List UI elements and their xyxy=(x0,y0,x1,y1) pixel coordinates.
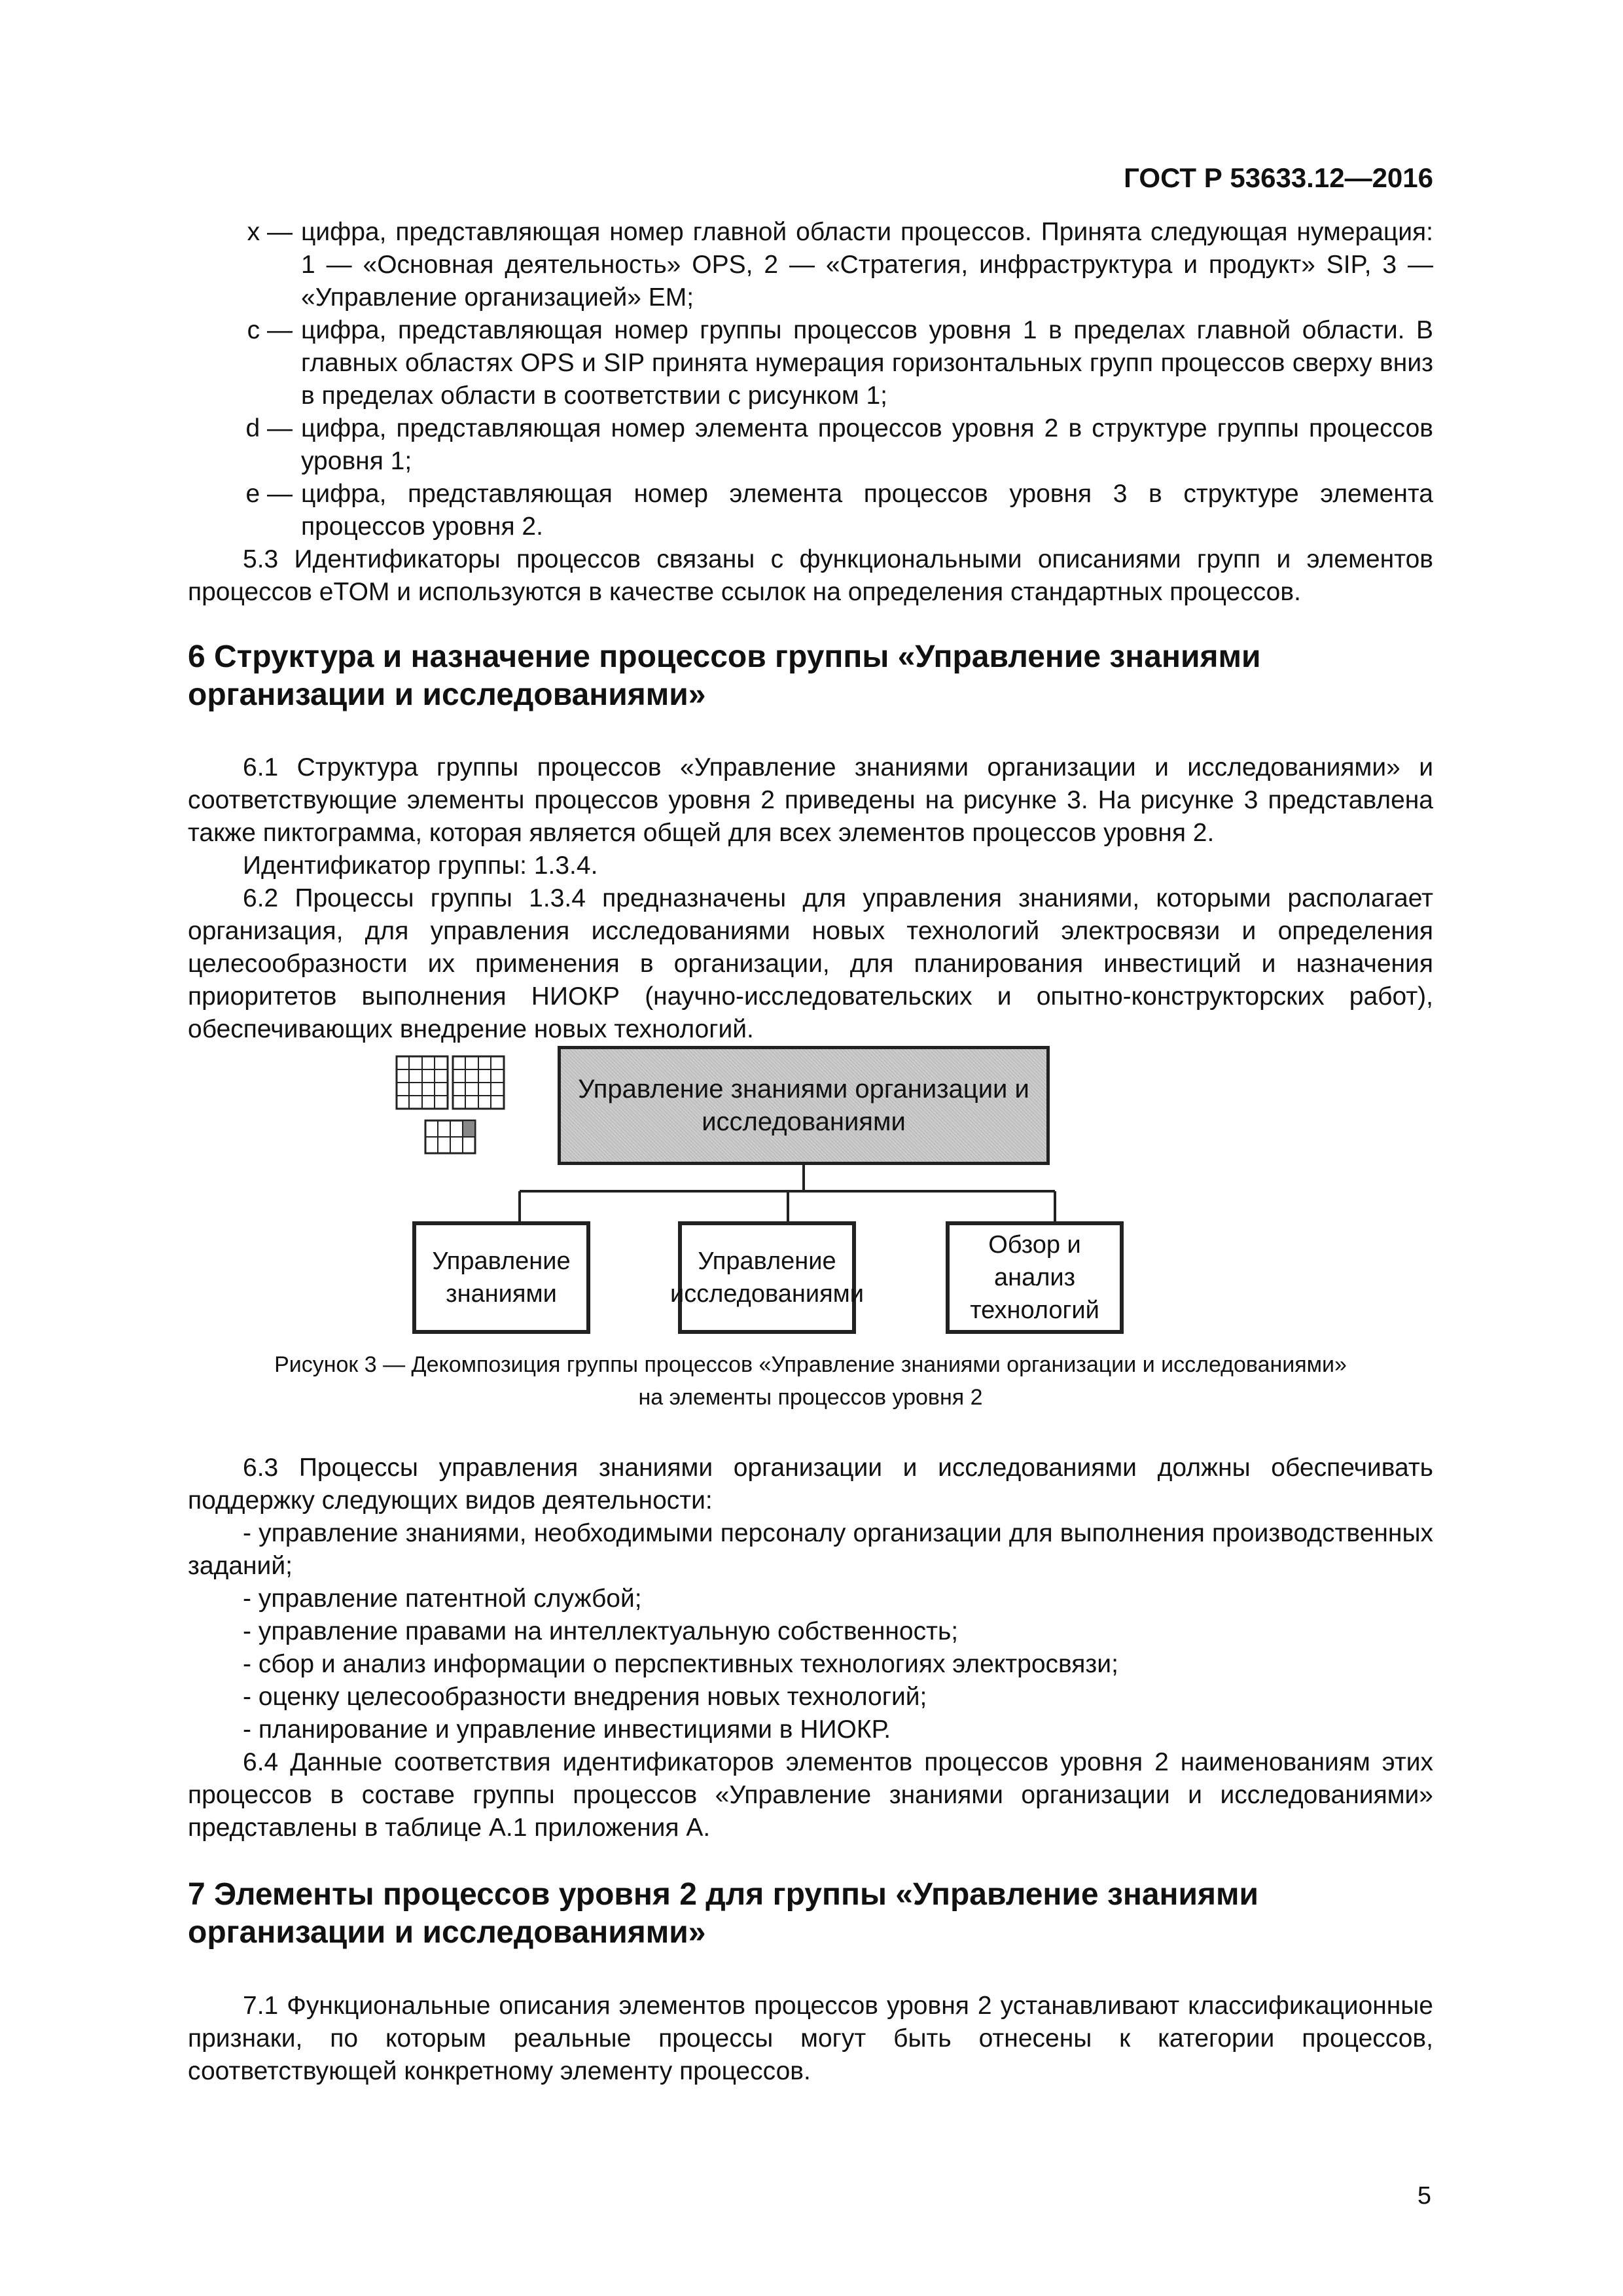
caption-line1: Рисунок 3 — Декомпозиция группы процессов «Управление знаниями организации и исследованиями» xyxy=(274,1352,1347,1377)
definition-label: d — xyxy=(245,414,293,442)
element-box-research: Управление исследованиями xyxy=(678,1221,856,1334)
section-7-body xyxy=(188,1990,1433,2088)
list-item: - управление патентной службой; xyxy=(243,1585,642,1613)
section-7-title-line1: 7 Элементы процессов уровня 2 для группы «Управление знаниями xyxy=(188,1877,1259,1912)
paragraph-6-1: 6.1 Структура группы процессов «Управление знаниями организации и исследованиями» и соответствующие элементы процессов уровня 2 приведены на рисунке 3. На рисунке 3 представлена также пиктограмма, которая является общей для всех элементов процессов уровня 2. xyxy=(188,753,1433,847)
definition-label: e — xyxy=(245,480,293,508)
definition-e xyxy=(188,478,1433,543)
group-box-knowledge-research: Управление знаниями организации и исследованиями xyxy=(558,1046,1050,1165)
list-item: - планирование и управление инвестициями в НИОКР. xyxy=(243,1715,891,1744)
list-item: - оценку целесообразности внедрения новых технологий; xyxy=(243,1683,927,1711)
paragraph-6-2: 6.2 Процессы группы 1.3.4 предназначены для управления знаниями, которыми располагает организация, для управления исследованиями новых технологий электросвязи и определения целесообразности их применения в организации, для планирования инвестиций и назначения приоритетов выполнения НИОКР (научно-исследовательских и опытно-конструкторских работ), обеспечивающих внедрение новых технологий. xyxy=(188,884,1433,1043)
document-header: ГОСТ Р 53633.12—2016 xyxy=(1124,162,1433,193)
definitions-list xyxy=(188,216,1433,609)
section-6-body-2 xyxy=(188,1452,1433,1844)
figure-3-diagram xyxy=(393,1046,1099,1324)
definition-label: x — xyxy=(247,218,293,246)
element-box-knowledge: Управление знаниями xyxy=(412,1221,590,1334)
definition-x xyxy=(188,216,1433,314)
definition-text: цифра, представляющая номер элемента процессов уровня 2 в структуре группы процессов уровня 1; xyxy=(301,414,1433,475)
paragraph-6-3: 6.3 Процессы управления знаниями организации и исследованиями должны обеспечивать поддержку следующих видов деятельности: xyxy=(188,1454,1433,1515)
definition-d xyxy=(188,412,1433,478)
list-item: - управление знаниями, необходимыми персоналу организации для выполнения производственных заданий; xyxy=(188,1519,1433,1580)
definition-text: цифра, представляющая номер группы процессов уровня 1 в пределах главной области. В главных областях OPS и SIP принята нумерация горизонтальных групп процессов сверху вниз в пределах области в соответствии с рисунком 1; xyxy=(301,316,1433,410)
paragraph-7-1: 7.1 Функциональные описания элементов процессов уровня 2 устанавливают классификационные признаки, по которым реальные процессы могут быть отнесены к категории процессов, соответствующей конкретному элементу процессов. xyxy=(188,1992,1433,2085)
definition-c xyxy=(188,314,1433,412)
page-number: 5 xyxy=(1417,2182,1431,2210)
definition-label: c — xyxy=(247,316,293,344)
section-6-title-line1: 6 Структура и назначение процессов группы «Управление знаниями xyxy=(188,639,1261,674)
list-item: - управление правами на интеллектуальную собственность; xyxy=(243,1617,959,1645)
paragraph-6-4: 6.4 Данные соответствия идентификаторов элементов процессов уровня 2 наименованиям этих процессов в составе группы процессов «Управление знаниями организации и исследованиями» представлены в таблице А.1 приложения А. xyxy=(188,1748,1433,1842)
element-box-technology-review: Обзор и анализ технологий xyxy=(946,1221,1124,1334)
caption-line2: на элементы процессов уровня 2 xyxy=(638,1385,983,1410)
section-7-title-line2: организации и исследованиями» xyxy=(188,1915,706,1950)
figure-3-caption xyxy=(188,1348,1433,1414)
list-item: - сбор и анализ информации о перспективных технологиях электросвязи; xyxy=(243,1650,1118,1678)
definition-text: цифра, представляющая номер элемента процессов уровня 3 в структуре элемента процессов уровня 2. xyxy=(301,480,1433,541)
paragraph-group-id: Идентификатор группы: 1.3.4. xyxy=(243,852,598,880)
section-7-heading xyxy=(188,1876,1433,1952)
section-6-title-line2: организации и исследованиями» xyxy=(188,677,706,712)
section-6-body xyxy=(188,751,1433,1046)
definition-text: цифра, представляющая номер главной области процессов. Принята следующая нумерация: 1 — «Основная деятельность» OPS, 2 — «Стратегия, инфраструктура и продукт» SIP, 3 — «Управление организацией» EM; xyxy=(301,218,1433,312)
section-6-heading xyxy=(188,638,1433,714)
paragraph-5-3: 5.3 Идентификаторы процессов связаны с функциональными описаниями групп и элементов процессов eTOM и используются в качестве ссылок на определения стандартных процессов. xyxy=(188,545,1433,606)
